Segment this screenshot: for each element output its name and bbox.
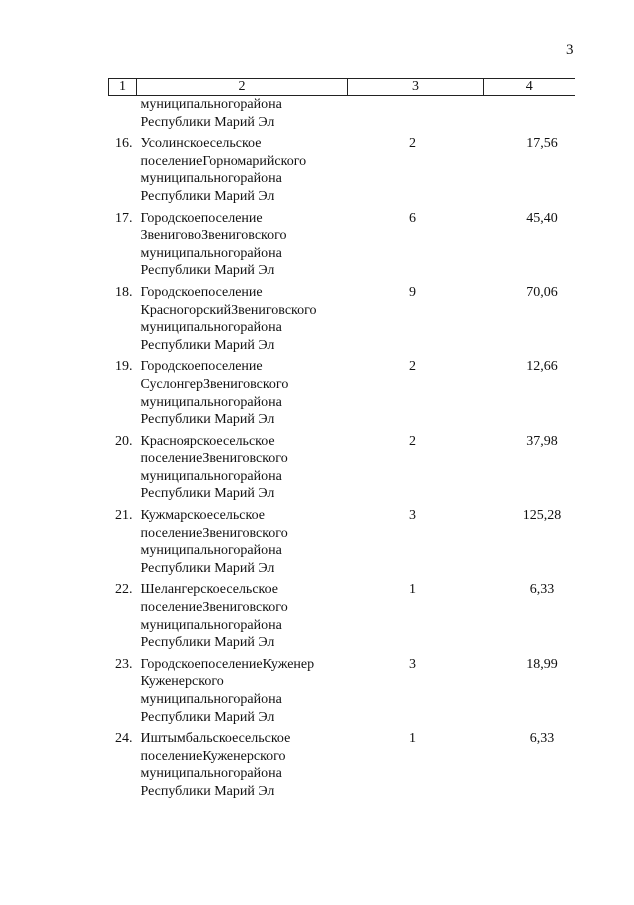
row-number: 16. (115, 136, 133, 152)
row-count: 9 (409, 284, 416, 300)
row-value: 70,06 (526, 284, 558, 300)
row-number (109, 96, 137, 136)
name-line: поселениеЗвениговского (140, 600, 288, 616)
name-line: поселениеГорномарийского (140, 153, 307, 169)
table-header (109, 79, 575, 96)
name-line: Куженерского (140, 674, 224, 690)
row-number: 20. (115, 433, 133, 449)
row-name (137, 507, 348, 581)
name-line: муниципальногорайона (140, 468, 282, 484)
row-name (137, 96, 348, 136)
name-line: поселениеЗвениговского (140, 451, 288, 467)
name-line: Городскоепоселение (140, 284, 263, 300)
table-row (109, 284, 575, 358)
row-name (137, 284, 348, 358)
table-body (109, 96, 575, 805)
row-name (137, 210, 348, 284)
name-line: Усолинскоесельское (140, 136, 262, 152)
row-count: 3 (409, 508, 416, 524)
name-line: муниципальногорайона (140, 97, 282, 112)
row-number: 21. (115, 508, 133, 524)
row-name (137, 433, 348, 507)
row-number: 24. (115, 731, 133, 747)
table-row (109, 581, 575, 655)
name-line: Республики Марий Эл (140, 337, 275, 353)
name-line: муниципальногорайона (140, 245, 282, 261)
row-name (137, 135, 348, 209)
name-line: КрасногорскийЗвениговского (140, 302, 317, 318)
row-name (137, 656, 348, 730)
row-number: 17. (115, 210, 133, 226)
name-line: муниципальногорайона (140, 171, 282, 187)
name-line: ЗвениговоЗвениговского (140, 228, 287, 244)
name-line: Городскоепоселение (140, 210, 263, 226)
header-row (109, 79, 575, 96)
name-line: Кужмарскоесельское (140, 508, 265, 524)
header-col-3: 3 (348, 79, 484, 96)
table-row (109, 135, 575, 209)
name-line: Красноярскоесельское (140, 433, 275, 449)
header-col-2: 2 (137, 79, 348, 96)
name-line: Республики Марий Эл (140, 709, 275, 725)
name-line: Шелангерскоесельское (140, 582, 279, 598)
row-name (137, 358, 348, 432)
name-line: Республики Марий Эл (140, 486, 275, 502)
municipalities-table (108, 78, 575, 805)
name-line: Республики Марий Эл (140, 783, 275, 799)
row-count: 2 (409, 359, 416, 375)
name-line: поселениеЗвениговского (140, 525, 288, 541)
row-value (484, 96, 575, 136)
row-value: 6,33 (529, 731, 555, 747)
name-line: муниципальногорайона (140, 692, 282, 707)
name-line: Республики Марий Эл (140, 412, 275, 428)
name-line: Республики Марий Эл (140, 560, 275, 576)
row-value: 37,98 (526, 433, 558, 449)
row-count: 3 (409, 656, 416, 672)
row-number: 23. (115, 656, 133, 672)
name-line: ГородскоепоселениеКуженер (140, 656, 315, 672)
row-number: 18. (115, 284, 133, 300)
header-col-1: 1 (109, 79, 137, 96)
row-number: 22. (115, 582, 133, 598)
row-value: 45,40 (526, 210, 558, 226)
name-line: муниципальногорайона (140, 320, 282, 336)
row-count: 1 (409, 582, 416, 598)
table-row-continuation (109, 96, 575, 136)
row-number: 19. (115, 359, 133, 375)
name-line: муниципальногорайона (140, 617, 282, 633)
name-line: поселениеКуженерского (140, 748, 286, 764)
table-row (109, 433, 575, 507)
row-count: 6 (409, 210, 416, 226)
name-line: Республики Марий Эл (140, 635, 275, 651)
name-line: муниципальногорайона (140, 766, 282, 782)
name-line: Республики Марий Эл (140, 263, 275, 279)
name-line: Республики Марий Эл (140, 114, 275, 130)
row-value: 17,56 (526, 136, 558, 152)
table-row (109, 358, 575, 432)
table-row (109, 730, 575, 804)
row-value: 18,99 (526, 656, 558, 672)
row-value: 6,33 (529, 582, 555, 598)
name-line: СуслонгерЗвениговского (140, 376, 289, 392)
row-value: 125,28 (522, 508, 562, 524)
row-count: 2 (409, 136, 416, 152)
row-name (137, 581, 348, 655)
header-col-4: 4 (484, 79, 575, 96)
row-count (348, 96, 484, 136)
row-count: 2 (409, 433, 416, 449)
name-line: Республики Марий Эл (140, 188, 275, 204)
name-line: Иштымбальскоесельское (140, 731, 291, 747)
row-name (137, 730, 348, 804)
row-count: 1 (409, 731, 416, 747)
table-row (109, 656, 575, 730)
name-line: муниципальногорайона (140, 543, 282, 559)
table-row (109, 210, 575, 284)
name-line: Городскоепоселение (140, 359, 263, 375)
table-row (109, 507, 575, 581)
page-number: 3 (566, 42, 574, 58)
row-value: 12,66 (526, 359, 558, 375)
name-line: муниципальногорайона (140, 394, 282, 410)
